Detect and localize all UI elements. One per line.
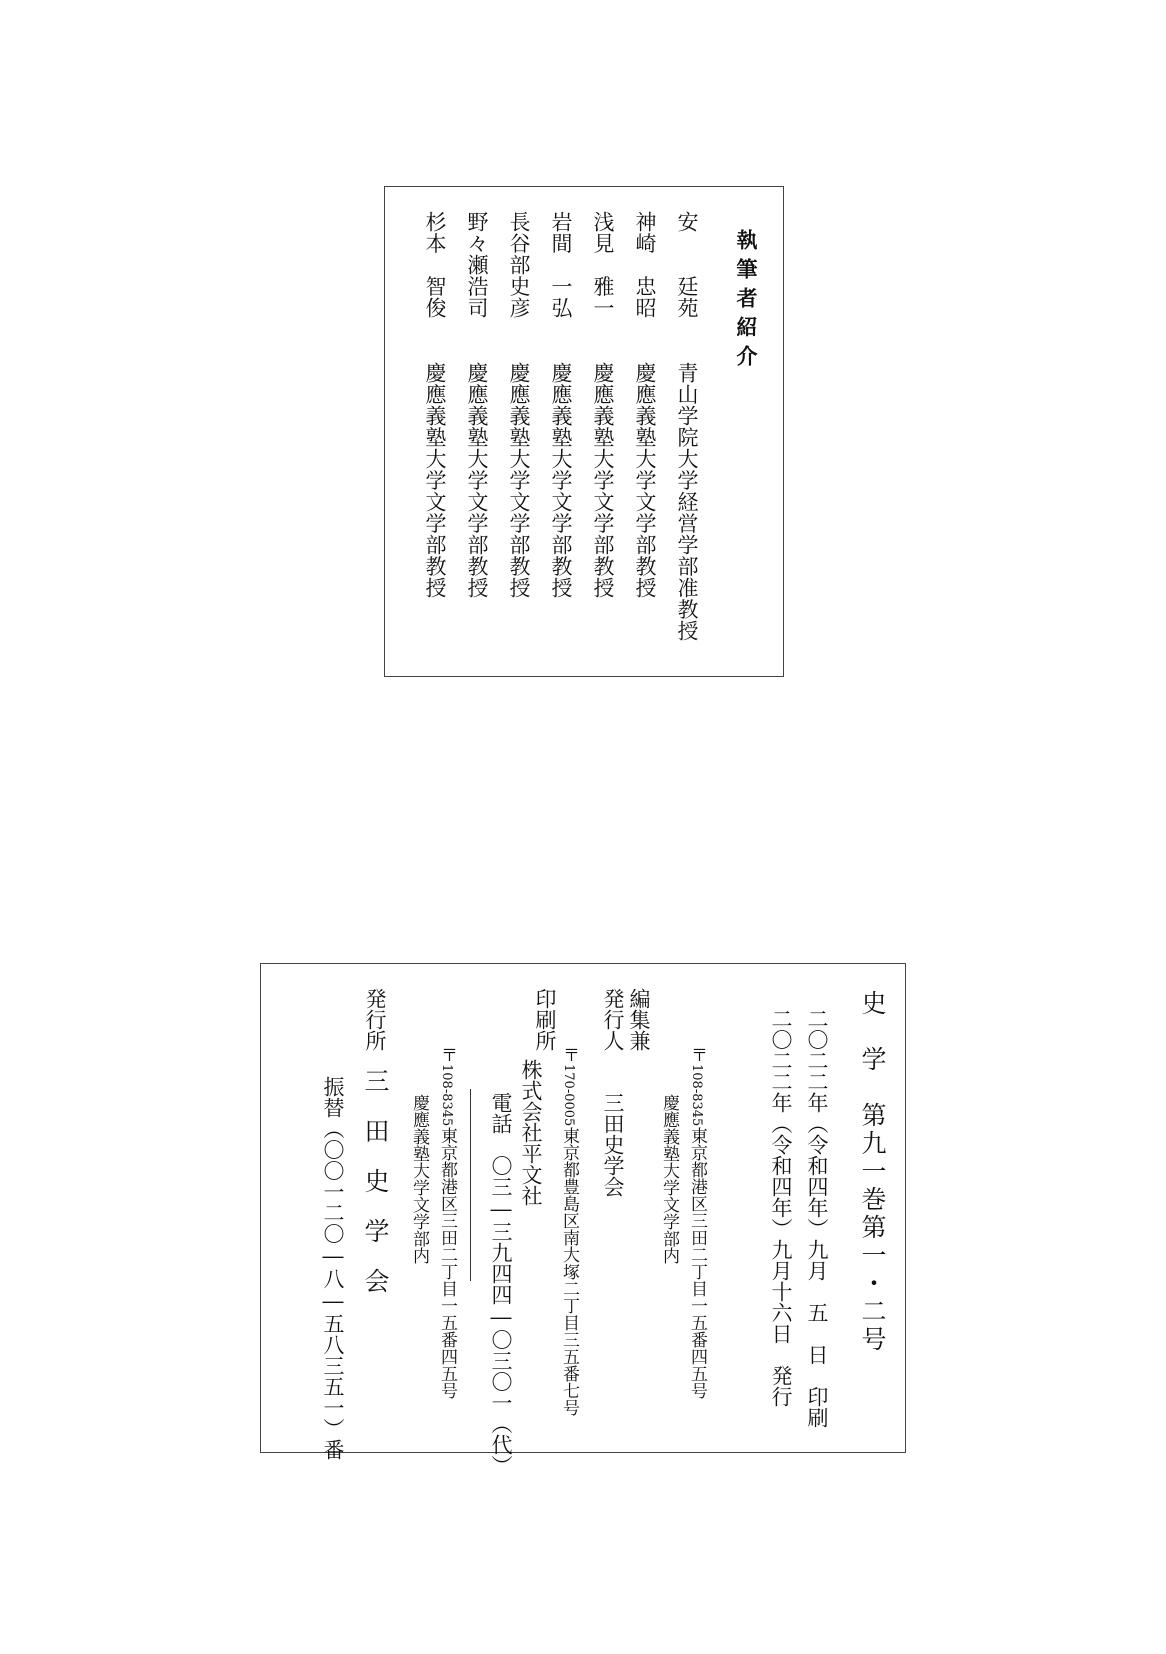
publisher-address-line2: 慶應義塾大学文学部内 <box>409 1094 429 1264</box>
postal-code: 170-0005 <box>561 1064 576 1127</box>
publisher-label: 発行所 <box>363 988 387 1051</box>
authors-box <box>384 186 784 677</box>
author-name: 杉本 智俊 <box>423 211 447 319</box>
postal-mark: 〒 <box>437 1046 457 1063</box>
publisher-name: 三 田 史 学 会 <box>361 1068 390 1293</box>
postal-mark: 〒 <box>559 1046 579 1063</box>
publisher-address: 東京都港区三田二丁目一五番四五号 <box>437 1127 457 1399</box>
journal-title: 史 学 第九一巻第一・二号 <box>858 990 887 1354</box>
editor-name: 三田史学会 <box>601 1092 625 1197</box>
author-affiliation: 慶應義塾大学文学部教授 <box>633 362 657 599</box>
author-affiliation: 慶應義塾大学文学部教授 <box>591 362 615 599</box>
editor-address-line2: 慶應義塾大学文学部内 <box>659 1094 679 1264</box>
printer-label: 印刷所 <box>533 988 557 1051</box>
author-name: 安 廷苑 <box>675 211 699 319</box>
author-affiliation: 青山学院大学経営学部准教授 <box>675 362 699 642</box>
author-affiliation: 慶應義塾大学文学部教授 <box>423 362 447 599</box>
editor-address: 東京都港区三田二丁目一五番四五号 <box>687 1127 707 1399</box>
author-affiliation: 慶應義塾大学文学部教授 <box>549 362 573 599</box>
postal-code: 108-8345 <box>439 1064 454 1127</box>
printer-address: 東京都豊島区南大塚二丁目三五番七号 <box>559 1127 579 1416</box>
editor-label-line1: 編集兼 <box>627 988 651 1051</box>
postal-code: 108-8345 <box>689 1064 704 1127</box>
author-name: 野々瀬浩司 <box>465 211 489 319</box>
author-name: 浅見 雅一 <box>591 211 615 319</box>
issue-date: 二〇二二年（令和四年）九月十六日 発行 <box>769 1008 793 1407</box>
separator-line <box>470 1089 471 1281</box>
postal-mark: 〒 <box>687 1046 707 1063</box>
editor-label-line2: 発行人 <box>601 988 625 1051</box>
author-name: 神崎 忠昭 <box>633 211 657 319</box>
printer-phone: 電話 〇三―三九四四―〇三〇一（代） <box>489 1092 513 1476</box>
author-affiliation: 慶應義塾大学文学部教授 <box>507 362 531 599</box>
authors-heading: 執筆者紹介 <box>734 229 759 374</box>
author-name: 長谷部史彦 <box>507 211 531 319</box>
colophon-box <box>260 963 906 1476</box>
author-affiliation: 慶應義塾大学文学部教授 <box>465 362 489 599</box>
printer-name: 株式会社平文社 <box>519 1059 543 1206</box>
publisher-transfer: 振替（〇〇一二〇―八―五八三五一）番 <box>321 1076 345 1460</box>
author-name: 岩間 一弘 <box>549 211 573 319</box>
print-date: 二〇二二年（令和四年）九月 五 日 印刷 <box>805 1008 829 1428</box>
